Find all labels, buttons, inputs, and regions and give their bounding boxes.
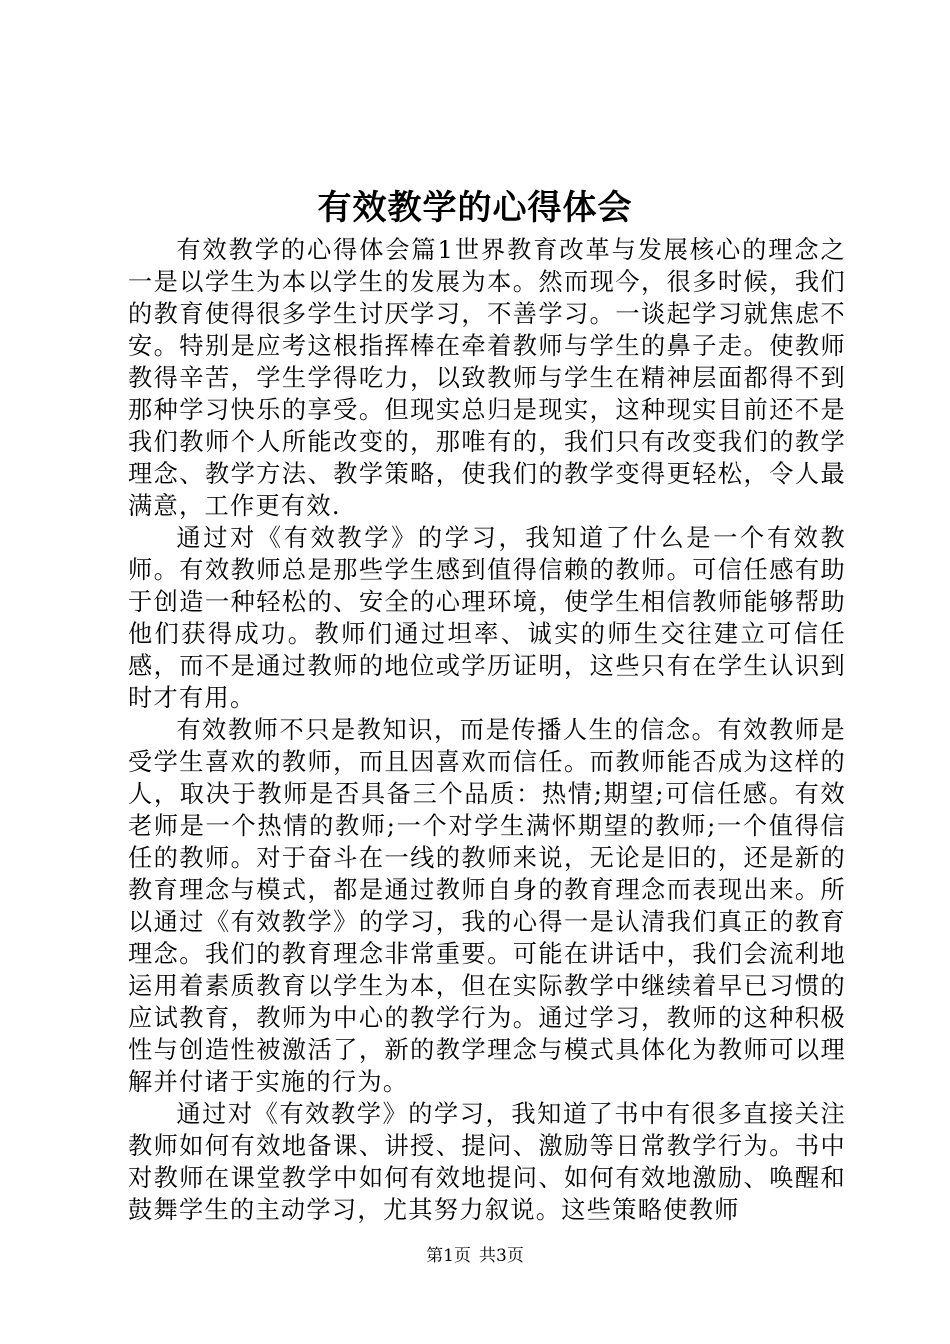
document-title: 有效教学的心得体会 (317, 188, 633, 228)
paragraph-2: 通过对《有效教学》的学习，我知道了什么是一个有效教师。有效教师总是那些学生感到值得信赖的教师。可信任感有助于创造一种轻松的、安全的心理环境，使学生相信教师能够帮助他们获得成功。教师们通过坦率、诚实的师生交往建立可信任感，而不是通过教师的地位或学历证明，这些只有在学生认识到时才有用。 (128, 524, 846, 712)
page-total: 共3页 (479, 1246, 524, 1266)
page-number: 第1页 (426, 1246, 471, 1266)
document-body (128, 234, 846, 1226)
paragraph-4: 通过对《有效教学》的学习，我知道了书中有很多直接关注教师如何有效地备课、讲授、提问、激励等日常教学行为。书中对教师在课堂教学中如何有效地提问、如何有效地激励、唤醒和鼓舞学生的主动学习，尤其努力叙说。这些策略使教师 (128, 1100, 846, 1224)
paragraph-1: 有效教学的心得体会篇1世界教育改革与发展核心的理念之一是以学生为本以学生的发展为本。然而现今，很多时候，我们的教育使得很多学生讨厌学习，不善学习。一谈起学习就焦虑不安。特别是应考这根指挥棒在牵着教师与学生的鼻子走。使教师教得辛苦，学生学得吃力，以致教师与学生在精神层面都得不到那种学习快乐的享受。但现实总归是现实，这种现实目前还不是我们教师个人所能改变的，那唯有的，我们只有改变我们的教学理念、教学方法、教学策略，使我们的教学变得更轻松，令人最满意，工作更有效. (128, 236, 846, 520)
paragraph-3: 有效教师不只是教知识，而是传播人生的信念。有效教师是受学生喜欢的教师，而且因喜欢而信任。而教师能否成为这样的人，取决于教师是否具备三个品质：热情;期望;可信任感。有效老师是一个热情的教师;一个对学生满怀期望的教师;一个值得信任的教师。对于奋斗在一线的教师来说，无论是旧的，还是新的教育理念与模式，都是通过教师自身的教育理念而表现出来。所以通过《有效教学》的学习，我的心得一是认清我们真正的教育理念。我们的教育理念非常重要。可能在讲话中，我们会流利地运用着素质教育以学生为本，但在实际教学中继续着早已习惯的应试教育，教师为中心的教学行为。通过学习，教师的这种积极性与创造性被激活了，新的教学理念与模式具体化为教师可以理解并付诸于实施的行为。 (128, 716, 846, 1096)
page-footer (0, 1244, 950, 1268)
